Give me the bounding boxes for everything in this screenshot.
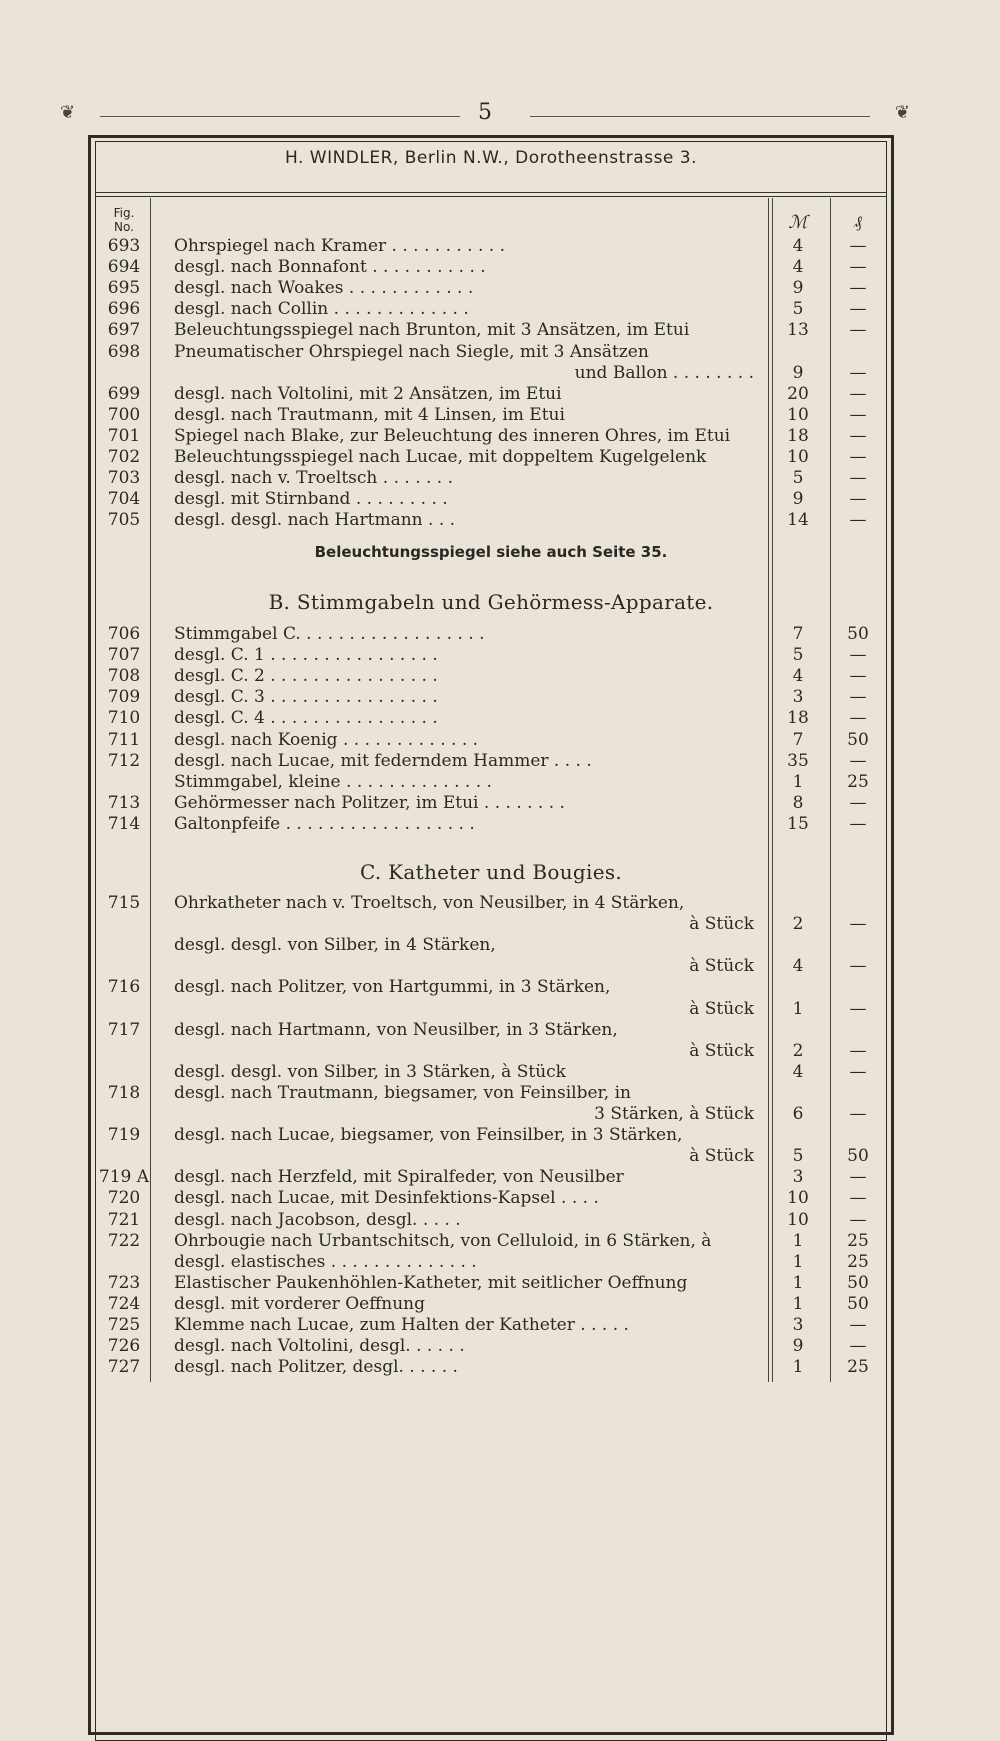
row-fig: 703 <box>107 468 141 489</box>
row-mark: 5 <box>792 468 804 489</box>
catalog-row <box>98 468 878 489</box>
row-mark: 5 <box>792 299 804 320</box>
row-desc: à Stück <box>689 956 754 977</box>
row-desc: desgl. C. 1 . . . . . . . . . . . . . . . . <box>174 645 438 666</box>
row-mark: 1 <box>792 1230 804 1251</box>
row-pf: 25 <box>847 771 869 792</box>
row-mark: 3 <box>792 687 804 708</box>
catalog-row <box>98 1062 878 1083</box>
catalog-row <box>98 1252 878 1273</box>
catalog-row <box>98 1210 878 1231</box>
row-mark: 9 <box>792 1336 804 1357</box>
row-pf: — <box>849 687 867 708</box>
ornament-icon: ❦ <box>894 102 910 123</box>
row-pf: — <box>849 383 867 404</box>
row-pf: 50 <box>847 1146 869 1167</box>
row-mark: 2 <box>792 1040 804 1061</box>
row-pf: 25 <box>847 1251 869 1272</box>
rule <box>530 116 870 117</box>
catalog-row <box>98 1357 878 1378</box>
row-mark: 13 <box>787 320 809 341</box>
row-desc: Beleuchtungsspiegel nach Lucae, mit doppeltem Kugelgelenk <box>174 447 707 467</box>
row-desc: Ohrspiegel nach Kramer . . . . . . . . . . . <box>174 236 506 256</box>
row-fig: 719 A <box>98 1167 150 1188</box>
row-desc: desgl. desgl. von Silber, in 3 Stärken, à Stück <box>174 1061 566 1082</box>
row-desc: desgl. C. 3 . . . . . . . . . . . . . . . . <box>174 687 438 708</box>
catalog-row <box>98 666 878 687</box>
row-desc: Klemme nach Lucae, zum Halten der Katheter . . . . . <box>174 1315 629 1335</box>
row-desc: Stimmgabel C. . . . . . . . . . . . . . . . . . <box>174 624 485 644</box>
row-desc: Ohrkatheter nach v. Troeltsch, von Neusilber, in 4 Stärken, <box>174 893 685 913</box>
cross-reference-note: Beleuchtungsspiegel siehe auch Seite 35. <box>314 543 668 561</box>
catalog-row <box>98 320 878 341</box>
catalog-row <box>98 1188 878 1209</box>
row-fig: 698 <box>107 341 141 362</box>
row-fig: 713 <box>107 792 141 813</box>
row-fig: 718 <box>107 1082 141 1103</box>
row-mark: 3 <box>792 1167 804 1188</box>
row-pf: — <box>849 489 867 510</box>
catalog-row <box>98 426 878 447</box>
row-mark: 9 <box>792 489 804 510</box>
row-mark: 3 <box>792 1315 804 1335</box>
row-pf: — <box>849 956 867 977</box>
row-pf: — <box>849 1336 867 1357</box>
row-pf: — <box>849 750 867 771</box>
row-mark: 18 <box>787 708 809 729</box>
row-pf: — <box>849 299 867 320</box>
page-header: H. WINDLER, Berlin N.W., Dorotheenstrasse 3. <box>284 148 698 168</box>
catalog-row <box>98 1336 878 1357</box>
catalog-row <box>98 730 878 751</box>
row-fig: 719 <box>107 1125 141 1146</box>
column-header-pfennig: ₰ <box>854 212 862 231</box>
catalog-row <box>98 405 878 426</box>
row-desc: desgl. nach Lucae, mit Desinfektions-Kapsel . . . . <box>174 1188 599 1209</box>
row-mark: 20 <box>787 383 809 404</box>
row-desc: 3 Stärken, à Stück <box>594 1104 754 1124</box>
row-pf: 50 <box>847 1293 869 1314</box>
row-desc: Spiegel nach Blake, zur Beleuchtung des inneren Ohres, im Etui <box>174 425 731 446</box>
header-rule <box>95 192 887 193</box>
row-mark: 4 <box>792 666 804 687</box>
row-pf: 50 <box>847 624 869 644</box>
row-pf: — <box>849 998 867 1019</box>
catalog-row <box>98 1104 878 1125</box>
row-fig: 723 <box>107 1272 141 1293</box>
catalog-row <box>98 708 878 729</box>
row-fig: 707 <box>107 645 141 666</box>
row-desc: desgl. nach Bonnafont . . . . . . . . . . . <box>174 257 486 278</box>
row-fig: 701 <box>107 425 141 446</box>
section-c-title: C. Katheter und Bougies. <box>359 860 623 884</box>
catalog-row <box>98 1273 878 1294</box>
row-pf: — <box>849 666 867 687</box>
row-desc: desgl. nach Politzer, von Hartgummi, in 3 Stärken, <box>174 977 611 998</box>
row-mark: 1 <box>792 1272 804 1293</box>
page-number-bar <box>60 100 910 130</box>
row-desc: à Stück <box>689 998 754 1019</box>
row-mark: 1 <box>792 1251 804 1272</box>
row-fig: 709 <box>107 687 141 708</box>
row-fig: 704 <box>107 489 141 510</box>
catalog-row <box>98 645 878 666</box>
row-mark: 4 <box>792 956 804 977</box>
row-pf: 25 <box>847 1357 869 1378</box>
row-desc: à Stück <box>689 1146 754 1167</box>
catalog-row <box>98 1041 878 1062</box>
catalog-row <box>98 384 878 405</box>
section-b-title: B. Stimmgabeln und Gehörmess-Apparate. <box>268 590 714 614</box>
row-desc: desgl. nach Herzfeld, mit Spiralfeder, von Neusilber <box>174 1167 624 1188</box>
row-fig: 693 <box>107 236 141 256</box>
row-fig: 716 <box>107 977 141 998</box>
row-desc: Beleuchtungsspiegel nach Brunton, mit 3 Ansätzen, im Etui <box>174 320 690 341</box>
row-desc: desgl. mit Stirnband . . . . . . . . . <box>174 489 448 510</box>
row-mark: 10 <box>787 404 809 425</box>
row-desc: Gehörmesser nach Politzer, im Etui . . . . . . . . <box>174 792 565 813</box>
row-desc: desgl. nach Trautmann, biegsamer, von Feinsilber, in <box>174 1082 631 1103</box>
page-number: 5 <box>478 100 492 125</box>
catalog-row <box>98 363 878 384</box>
row-desc: desgl. elastisches . . . . . . . . . . . . . . <box>174 1251 477 1272</box>
row-pf: — <box>849 510 867 531</box>
catalog-row <box>98 977 878 998</box>
catalog-row <box>98 751 878 772</box>
row-desc: à Stück <box>689 914 754 935</box>
row-mark: 7 <box>792 624 804 644</box>
row-fig: 705 <box>107 510 141 531</box>
row-pf: 50 <box>847 729 869 750</box>
row-desc: desgl. nach Voltolini, desgl. . . . . . <box>174 1336 465 1357</box>
catalog-row <box>98 1167 878 1188</box>
catalog-row <box>98 1125 878 1146</box>
row-fig: 726 <box>107 1336 141 1357</box>
ornament-icon: ❦ <box>60 102 76 123</box>
row-desc: desgl. nach Koenig . . . . . . . . . . . . . <box>174 729 479 750</box>
catalog-row <box>98 687 878 708</box>
row-desc: Stimmgabel, kleine . . . . . . . . . . . . . . <box>174 771 492 792</box>
row-mark: 6 <box>792 1104 804 1124</box>
row-fig: 721 <box>107 1209 141 1230</box>
row-pf: — <box>849 1104 867 1124</box>
row-fig: 699 <box>107 383 141 404</box>
row-desc: desgl. nach Politzer, desgl. . . . . . <box>174 1357 458 1378</box>
row-pf: — <box>849 447 867 467</box>
catalog-row <box>98 1315 878 1336</box>
row-desc: desgl. mit vorderer Oeffnung <box>174 1293 426 1314</box>
row-mark: 4 <box>792 257 804 278</box>
column-header-mark: ℳ <box>788 212 808 233</box>
row-mark: 10 <box>787 1209 809 1230</box>
row-mark: 9 <box>792 278 804 299</box>
catalog-row <box>98 1146 878 1167</box>
row-fig: 727 <box>107 1357 141 1378</box>
column-header-fig <box>98 206 150 234</box>
row-desc: desgl. nach Hartmann, von Neusilber, in 3 Stärken, <box>174 1019 618 1040</box>
row-fig: 717 <box>107 1019 141 1040</box>
row-fig: 720 <box>107 1188 141 1209</box>
row-desc: desgl. desgl. nach Hartmann . . . <box>174 510 456 531</box>
row-fig: 725 <box>107 1315 141 1335</box>
row-mark: 1 <box>792 1357 804 1378</box>
row-mark: 1 <box>792 771 804 792</box>
catalog-row <box>98 299 878 320</box>
row-mark: 18 <box>787 425 809 446</box>
catalog-row <box>98 893 878 914</box>
catalog-row <box>98 793 878 814</box>
catalog-row <box>98 814 878 835</box>
row-desc: Galtonpfeife . . . . . . . . . . . . . . . . . . <box>174 813 475 834</box>
row-desc: desgl. C. 4 . . . . . . . . . . . . . . . . <box>174 708 438 729</box>
catalog-row <box>98 489 878 510</box>
catalog-row <box>98 935 878 956</box>
row-mark: 9 <box>792 362 804 383</box>
row-desc: desgl. nach v. Troeltsch . . . . . . . <box>174 468 454 489</box>
row-pf: 50 <box>847 1272 869 1293</box>
row-desc: desgl. nach Collin . . . . . . . . . . . . . <box>174 299 469 320</box>
row-mark: 4 <box>792 1061 804 1082</box>
row-desc: Ohrbougie nach Urbantschitsch, von Celluloid, in 6 Stärken, à <box>174 1230 712 1251</box>
row-pf: — <box>849 1209 867 1230</box>
catalog-row <box>98 772 878 793</box>
catalog-row <box>98 1231 878 1252</box>
row-mark: 10 <box>787 1188 809 1209</box>
row-fig: 702 <box>107 447 141 467</box>
row-mark: 8 <box>792 792 804 813</box>
row-fig: 712 <box>107 750 141 771</box>
row-fig: 700 <box>107 404 141 425</box>
catalog-row <box>98 447 878 468</box>
row-desc: Pneumatischer Ohrspiegel nach Siegle, mit 3 Ansätzen <box>174 341 649 362</box>
row-desc: desgl. nach Trautmann, mit 4 Linsen, im Etui <box>174 404 565 425</box>
catalog-row <box>98 624 878 645</box>
catalog-row <box>98 510 878 531</box>
row-mark: 14 <box>787 510 809 531</box>
row-pf: — <box>849 645 867 666</box>
row-fig: 708 <box>107 666 141 687</box>
row-mark: 5 <box>792 645 804 666</box>
row-pf: — <box>849 425 867 446</box>
row-fig: 706 <box>107 624 141 644</box>
row-pf: — <box>849 1040 867 1061</box>
row-pf: — <box>849 236 867 256</box>
row-pf: — <box>849 362 867 383</box>
catalog-row <box>98 914 878 935</box>
header-rule <box>95 196 887 197</box>
catalog-row <box>98 999 878 1020</box>
row-pf: — <box>849 1061 867 1082</box>
row-mark: 10 <box>787 447 809 467</box>
row-fig: 697 <box>107 320 141 341</box>
row-pf: — <box>849 1315 867 1335</box>
row-pf: — <box>849 1188 867 1209</box>
row-desc: desgl. nach Lucae, mit federndem Hammer . . . . <box>174 750 592 771</box>
catalog-row <box>98 1020 878 1041</box>
row-fig: 696 <box>107 299 141 320</box>
row-desc: desgl. nach Jacobson, desgl. . . . . <box>174 1209 461 1230</box>
row-pf: — <box>849 468 867 489</box>
row-mark: 35 <box>787 750 809 771</box>
row-mark: 1 <box>792 998 804 1019</box>
catalog-row <box>98 1083 878 1104</box>
row-desc: desgl. nach Lucae, biegsamer, von Feinsilber, in 3 Stärken, <box>174 1125 683 1146</box>
row-pf: — <box>849 792 867 813</box>
catalog-row <box>98 236 878 257</box>
row-desc: desgl. desgl. von Silber, in 4 Stärken, <box>174 935 496 956</box>
row-desc: desgl. nach Woakes . . . . . . . . . . . . <box>174 278 474 299</box>
row-pf: — <box>849 813 867 834</box>
row-mark: 7 <box>792 729 804 750</box>
catalog-row <box>98 342 878 363</box>
row-pf: — <box>849 914 867 935</box>
catalog-row <box>98 257 878 278</box>
row-desc: desgl. C. 2 . . . . . . . . . . . . . . . . <box>174 666 438 687</box>
row-pf: — <box>849 278 867 299</box>
row-pf: — <box>849 404 867 425</box>
row-pf: — <box>849 1167 867 1188</box>
catalog-row <box>98 956 878 977</box>
row-pf: 25 <box>847 1230 869 1251</box>
row-fig: 694 <box>107 257 141 278</box>
row-pf: — <box>849 708 867 729</box>
row-fig: 715 <box>107 893 141 913</box>
fig-label: Fig. No. <box>113 206 135 234</box>
catalog-row <box>98 1294 878 1315</box>
row-desc: und Ballon . . . . . . . . <box>574 362 754 383</box>
row-mark: 5 <box>792 1146 804 1167</box>
row-fig: 695 <box>107 278 141 299</box>
row-mark: 15 <box>787 813 809 834</box>
row-mark: 2 <box>792 914 804 935</box>
row-desc: Elastischer Paukenhöhlen-Katheter, mit seitlicher Oeffnung <box>174 1272 688 1293</box>
row-fig: 714 <box>107 813 141 834</box>
row-pf: — <box>849 320 867 341</box>
row-desc: desgl. nach Voltolini, mit 2 Ansätzen, im Etui <box>174 383 562 404</box>
row-pf: — <box>849 257 867 278</box>
row-fig: 724 <box>107 1293 141 1314</box>
row-fig: 710 <box>107 708 141 729</box>
row-mark: 4 <box>792 236 804 256</box>
row-fig: 711 <box>107 729 141 750</box>
row-fig: 722 <box>107 1230 141 1251</box>
catalog-row <box>98 278 878 299</box>
row-mark: 1 <box>792 1293 804 1314</box>
row-desc: à Stück <box>689 1040 754 1061</box>
